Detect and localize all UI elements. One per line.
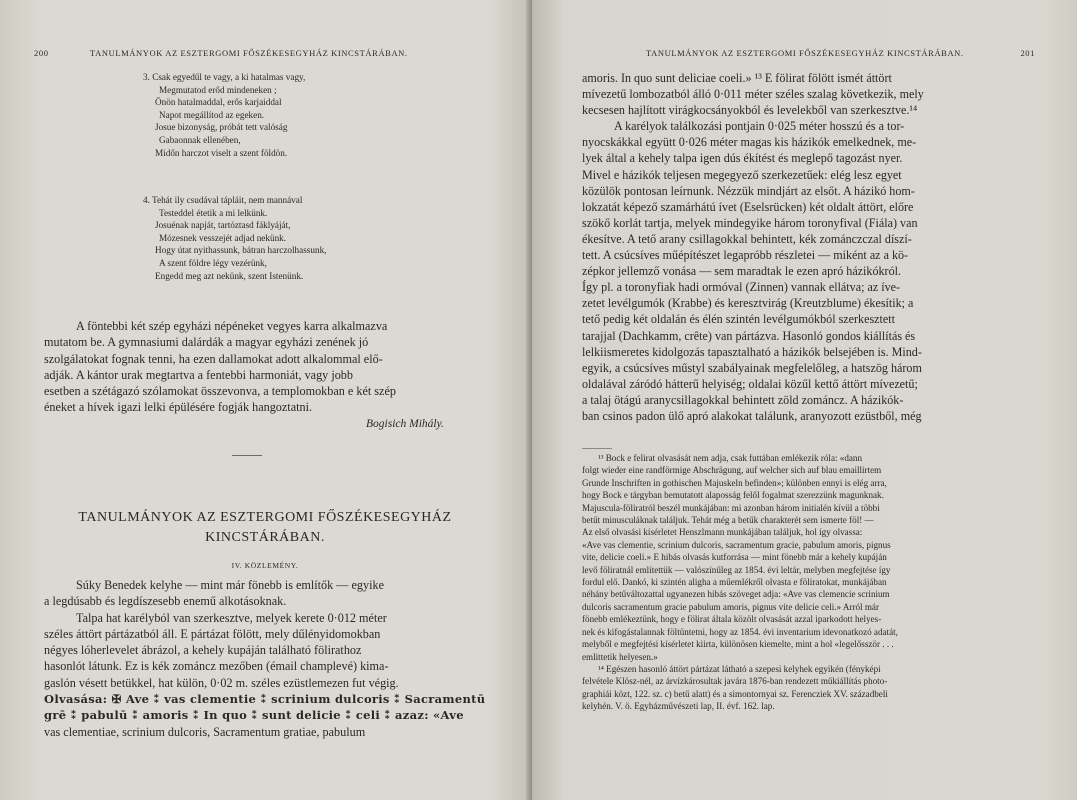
verse-line: 3. Csak egyedűl te vagy, a ki hatalmas vagy,	[143, 72, 306, 82]
verse-line: Gabaonnak ellenében,	[159, 134, 241, 145]
footnote-line: ¹⁴ Egészen hasonló áttört pártázat látható a szepesi kelyhek egyikén (fényképi	[598, 663, 881, 674]
text-line: vas clementiae, scrinium dulcoris, Sacramentum gratiae, pabulum	[44, 724, 366, 739]
footnote-line: emlittetik helyesen.»	[582, 651, 658, 662]
verse-line: Hogy útat nyithassunk, bátran harczolhassunk,	[155, 245, 327, 256]
hymn-stanza-3	[143, 71, 305, 159]
text-line: Súky Benedek kelyhe — mint már fönebb is említők — egyike	[76, 578, 385, 592]
text-line: A föntebbi két szép egyházi népéneket vegyes karra alkalmazva	[76, 319, 388, 333]
text-line: hasonlót látunk. Ez is kék zománcz mezőben (émail champlevé) kima-	[44, 659, 389, 674]
footnote-line: vite, delicie coeli.» E hibás olvasás kutforrása — mint fönebb már a kehely kupáján	[582, 552, 887, 563]
text-line: lelkiismeretes kidolgozás tapasztalható a házikók belsejében is. Mind-	[582, 344, 922, 359]
verse-line: Önön hatalmaddal, erős karjaiddal	[155, 97, 282, 108]
verse-line: Josuénak napját, tartóztasd fáklyáját,	[155, 220, 291, 231]
text-line: lyek által a kehely talpa igen dús ékítést és meglepő tagozást nyer.	[582, 151, 903, 166]
text-line: a talaj ötágú aranycsillagokkal behintett zöld zománcz. A házikók-	[582, 392, 904, 407]
verse-line: Josue bizonyság, próbát tett valóság	[155, 122, 288, 133]
footnote-separator	[582, 448, 612, 449]
text-line: tető pedig két oldalán és élén szintén levélgumókból szerkesztett	[582, 312, 895, 327]
text-line: gaslón vésett betükkel, hat külön, 0·02 m. széles ezüstlemezen fut végig.	[44, 675, 399, 690]
footnote-line: Grunde Inschriften in gothischen Majuskeln befinden»; különben ennyi is elég arra,	[582, 477, 887, 488]
footnote-line: folgt wieder eine randförmige Abschrägung, auf welcher sich auf blau emaillirtem	[582, 465, 882, 476]
footnote-line: betűt minusculáknak találjuk. Tehát még a betűk charakterét sem ismerte föl! —	[582, 515, 874, 526]
text-line: lokzatát képező szamárhátú ívet (Eselsrücken) két oldalt áttört, előre	[582, 199, 914, 214]
article-title	[40, 508, 490, 548]
text-line: esetben a szétágazó szólamokat összevonva, a templomokban e két szép	[44, 384, 396, 399]
page-number-left: 200	[34, 48, 49, 58]
footnotes	[582, 452, 1046, 713]
text-line: kecsesen hajlított virágkocsányokból és levelekből van szerkesztve.¹⁴	[582, 103, 918, 118]
hymn-stanza-4	[143, 194, 326, 282]
text-line: széles áttört pártázatból áll. E pártázat fölött, mely dűlényidomokban	[44, 626, 381, 641]
text-line: Mivel e házikók teljesen megegyező szerkezetűek: elég lesz egyet	[582, 167, 902, 182]
footnote-line: kelyhén. V. ö. Egyházművészeti lap, II. évf. 162. lap.	[582, 701, 775, 712]
verse-line: Napot megállítod az egeken.	[159, 109, 265, 120]
article-body-continued	[582, 70, 1044, 424]
text-line: A karélyok találkozási pontjain 0·025 méter hosszú és a tor-	[614, 119, 905, 134]
left-page	[0, 0, 532, 800]
text-line: amoris. In quo sunt deliciae coeli.» ¹³ E fölirat fölött ismét áttört	[582, 71, 892, 85]
gothic-inscription-line: Olvasása: ✠ Ave ⁑ vas clementie ⁑ scrinium dulcoris ⁑ Sacramentū	[44, 692, 486, 707]
footnote-line: Az első olvasási kísérletet Henszlmann munkájában találjuk, hol így olvassa:	[582, 527, 863, 538]
text-line: mutatom be. A gymnasiumi dalárdák a magyar egyházi zenének jó	[44, 335, 369, 350]
article-subtitle: IV. KÖZLEMÉNY.	[231, 561, 299, 570]
text-line: szökő korlát tartja, melyek mindegyike három toronyfival (Fiála) van	[582, 215, 918, 230]
text-line: zépkor jellemző vonása — sem maradtak le ezen apró házikókról.	[582, 264, 902, 279]
verse-line: Testeddel étetik a mi lelkünk.	[159, 207, 268, 218]
verse-line: 4. Tehát ily csudával tápláit, nem mannával	[143, 195, 303, 205]
footnote-line: Majuscula-föliratról beszél munkájában: mi azonban három initialén kívül a többi	[582, 502, 880, 513]
text-line: a legdúsabb és legdíszesebb enemű alkotásoknak.	[44, 594, 287, 609]
running-head-title-left: TANULMÁNYOK AZ ESZTERGOMI FŐSZÉKESEGYHÁZ KINCSTÁRÁBAN.	[90, 48, 408, 58]
section-divider	[232, 455, 262, 456]
footnote-line: fordul elő. Dankó, ki szintén aligha a műemlékről olvasta e föliratokat, munkájában	[582, 577, 887, 588]
text-line: ékesítve. A tető arany csillagokkal behintett, kék zománczczal díszí-	[582, 231, 912, 246]
footnote-line: hogy Bock e tárgyban bemutatott alaposság felől fogalmat szerezzünk magunknak.	[582, 490, 884, 501]
footnote-line: ¹³ Bock e felirat olvasását nem adja, csak futtában emlékezik róla: «dann	[598, 453, 863, 463]
footnote-line: néhány betűváltozattal ugyanezen hibás szöveget adja: «Ave vas clemencie scrinium	[582, 589, 890, 600]
verse-line: Mózesnek vesszejét adjad nekünk.	[159, 232, 287, 243]
text-line: oldalával záródó hátterű helyiség; oldalai közűl kettő áttört mívezetű;	[582, 376, 918, 391]
footnote-line: dulcoris sacramentum gracie pabulum amoris, pignus vite delicie celi.» Arról már	[582, 601, 879, 612]
text-line: szolgálatokat fognak tenni, ha ezen dallamokat adott alkalommal elő-	[44, 351, 383, 366]
article-title-line: TANULMÁNYOK AZ ESZTERGOMI FŐSZÉKESEGYHÁZ	[78, 510, 452, 525]
text-line: négyes lóherlevelet ábrázol, a kehely kupáján található fölirathoz	[44, 643, 362, 658]
footnote-line: melyből e megfejtési kísérletet kiirta, különösen kiemelte, mint a hol «legelősször . . .	[582, 639, 894, 650]
text-line: nyocskákkal együtt 0·026 méter magas kis házikók emelkednek, me-	[582, 135, 917, 150]
text-line: ban csinos padon ülő apró alakokat találunk, aranyozott ezüstből, még	[582, 408, 922, 423]
verse-line: Megmutatod erőd mindeneken ;	[159, 84, 277, 95]
text-line: zetet levélgumók (Krabbe) és keresztvirág (Kreutzblume) ékesítik; a	[582, 296, 914, 311]
text-line: Így pl. a toronyfiak hadi ormóval (Zinnen) vannak ellátva; az íve-	[582, 280, 901, 295]
footnote-line: felvétele Klösz-nél, az árvízkárosultak javára 1876-ban rendezett műkiállítás photo-	[582, 676, 888, 687]
footnote-line: nek és kifogástalannak föltüntetni, hogy az 1854. évi inventarium idevonatkozó adatát,	[582, 626, 898, 637]
page-number-right: 201	[1020, 48, 1035, 58]
footnote-line: fönebb emlékeztünk, hogy e fölirat általa közölt olvasását azzal iparkodott helyes-	[582, 614, 882, 625]
verse-line: A szent földre légy vezérünk,	[159, 257, 267, 268]
text-line: mívezetű lombozatból álló 0·011 méter széles szalag következik, mely	[582, 87, 924, 102]
text-line: adják. A kántor urak megtartva a fentebbi harmoniát, vagy jobb	[44, 367, 353, 382]
right-page	[532, 0, 1077, 800]
running-head-title-right: TANULMÁNYOK AZ ESZTERGOMI FŐSZÉKESEGYHÁZ KINCSTÁRÁBAN.	[646, 48, 964, 58]
text-line: tarajjal (Dachkamm, crête) van pártázva. Hasonló gondos kiállítás és	[582, 328, 916, 343]
gothic-inscription-line: grē ⁑ pabulū ⁑ amoris ⁑ In quo ⁑ sunt delicie ⁑ celi ⁑ azaz: «Ave	[44, 708, 464, 723]
footnote-line: graphiái közt, 122. sz. c) betű alatt) és a simontornyai sz. Ferencziek XV. századbeli	[582, 688, 888, 699]
text-line: egyik, a csúcsíves műstyl szabályainak megfelelőleg, a hatszög három	[582, 360, 922, 375]
text-line: éneket a hívek igazi lelki épülésére fogják hangoztatni.	[44, 400, 313, 415]
text-line: Talpa hat karélyból van szerkesztve, melyek kerete 0·012 méter	[76, 610, 387, 625]
verse-line: Engedd meg azt nekünk, szent Istenünk.	[155, 270, 304, 281]
footnote-line: levő föliratnál említettük — valószínűleg az 1854. évi leltár, melyben megfejtése így	[582, 564, 891, 575]
footnote-line: «Ave vas clementie, scrinium dulcoris, sacramentum gracie, pabulum amoris, pignus	[582, 539, 891, 550]
text-line: tett. A csúcsíves műépítészet legapróbb részletei — miként az a kö-	[582, 248, 909, 263]
text-line: közülök pontosan leírnunk. Nézzük mindjárt az elsőt. A házikó hom-	[582, 183, 915, 198]
closing-paragraph	[44, 318, 476, 416]
author-signature: Bogisich Mihály.	[366, 418, 444, 430]
verse-line: Midőn harczot viselt a szent földön.	[155, 147, 288, 158]
article-title-line: KINCSTÁRÁBAN.	[205, 530, 325, 545]
article-body	[44, 577, 486, 740]
